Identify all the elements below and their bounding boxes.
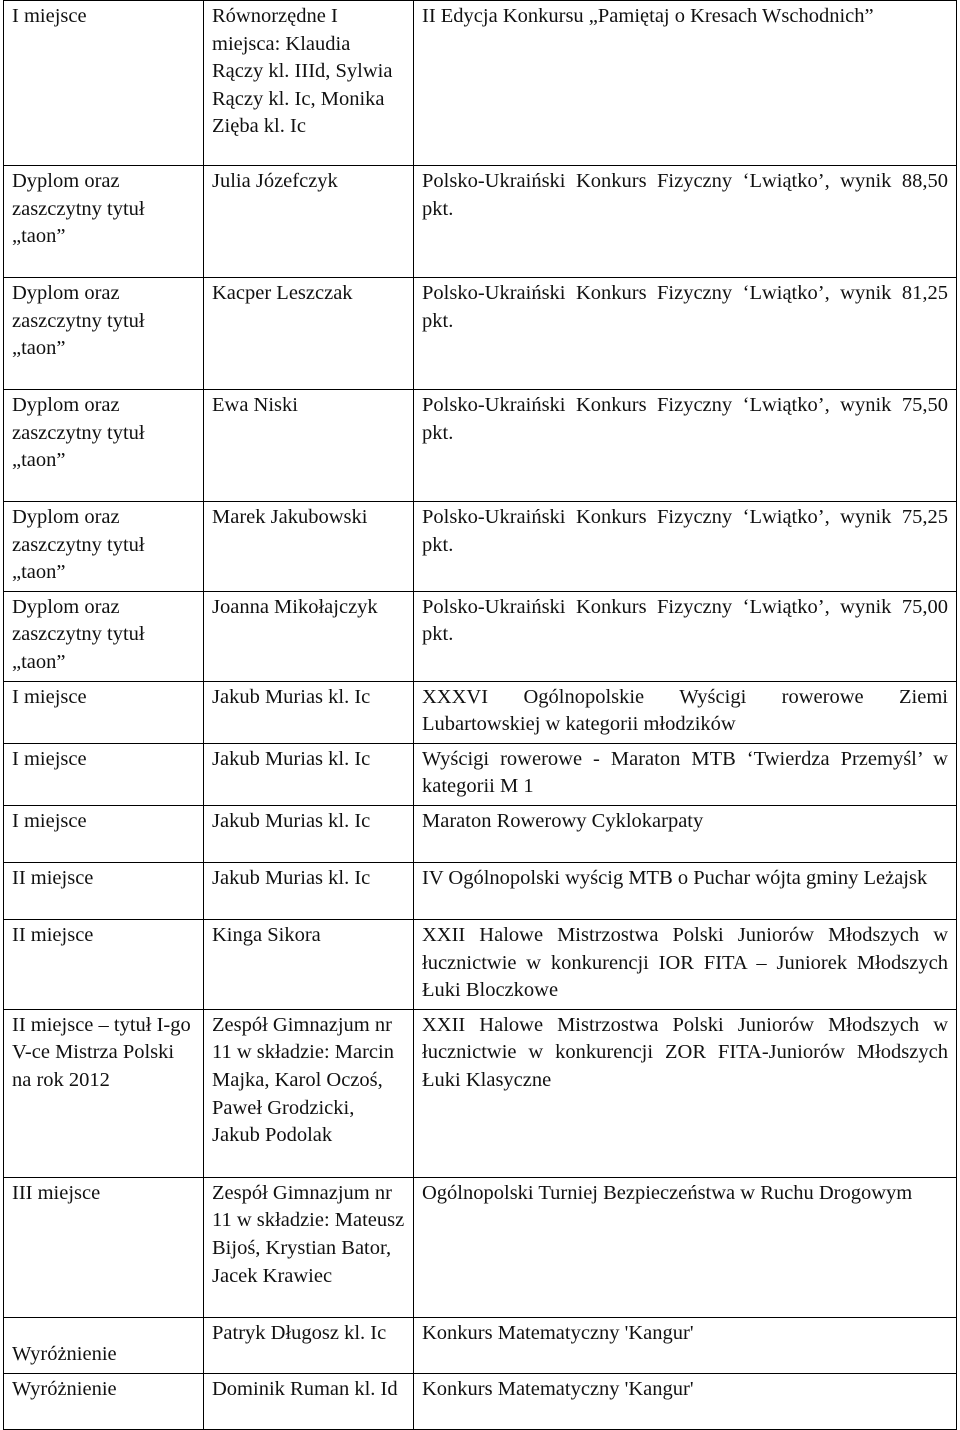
table-row — [4, 1, 957, 166]
winner-cell: Patryk Długosz kl. Ic — [204, 1317, 414, 1373]
award-cell: Dyplom oraz zaszczytny tytuł „taon” — [4, 591, 204, 681]
table-row — [4, 862, 957, 919]
award-cell: Dyplom oraz zaszczytny tytuł „taon” — [4, 166, 204, 278]
table-row — [4, 278, 957, 390]
competition-cell: Polsko-Ukraiński Konkurs Fizyczny ‘Lwiątko’, wynik 75,25 pkt. — [414, 502, 957, 592]
award-cell: I miejsce — [4, 681, 204, 743]
competition-cell: Konkurs Matematyczny 'Kangur' — [414, 1317, 957, 1373]
award-cell: II miejsce — [4, 862, 204, 919]
winner-cell: Kinga Sikora — [204, 919, 414, 1009]
competition-cell: Ogólnopolski Turniej Bezpieczeństwa w Ruchu Drogowym — [414, 1177, 957, 1317]
table-row — [4, 1373, 957, 1429]
table-row — [4, 502, 957, 592]
award-cell: Wyróżnienie — [4, 1373, 204, 1429]
winner-cell: Równorzędne I miejsca: Klaudia Rączy kl. IIId, Sylwia Rączy kl. Ic, Monika Zięba kl. Ic — [204, 1, 414, 166]
award-cell: III miejsce — [4, 1177, 204, 1317]
competition-cell: Polsko-Ukraiński Konkurs Fizyczny ‘Lwiątko’, wynik 88,50 pkt. — [414, 166, 957, 278]
winner-cell: Zespół Gimnazjum nr 11 w składzie: Marcin Majka, Karol Oczoś, Paweł Grodzicki, Jakub Podolak — [204, 1009, 414, 1177]
winner-cell: Julia Józefczyk — [204, 166, 414, 278]
award-cell: II miejsce — [4, 919, 204, 1009]
competition-cell: Polsko-Ukraiński Konkurs Fizyczny ‘Lwiątko’, wynik 75,00 pkt. — [414, 591, 957, 681]
competition-cell: Polsko-Ukraiński Konkurs Fizyczny ‘Lwiątko’, wynik 75,50 pkt. — [414, 390, 957, 502]
winner-cell: Joanna Mikołajczyk — [204, 591, 414, 681]
competition-cell: Wyścigi rowerowe - Maraton MTB ‘Twierdza Przemyśl’ w kategorii M 1 — [414, 743, 957, 805]
competition-cell: Polsko-Ukraiński Konkurs Fizyczny ‘Lwiątko’, wynik 81,25 pkt. — [414, 278, 957, 390]
award-cell: Dyplom oraz zaszczytny tytuł „taon” — [4, 390, 204, 502]
winner-cell: Jakub Murias kl. Ic — [204, 743, 414, 805]
awards-table — [3, 0, 957, 1430]
table-row — [4, 166, 957, 278]
competition-cell: Maraton Rowerowy Cyklokarpaty — [414, 805, 957, 862]
award-cell: II miejsce – tytuł I-go V-ce Mistrza Polski na rok 2012 — [4, 1009, 204, 1177]
competition-cell: Konkurs Matematyczny 'Kangur' — [414, 1373, 957, 1429]
competition-cell: XXII Halowe Mistrzostwa Polski Juniorów Młodszych w łucznictwie w konkurencji IOR FITA – Juniorek Młodszych Łuki Bloczkowe — [414, 919, 957, 1009]
competition-cell: IV Ogólnopolski wyścig MTB o Puchar wójta gminy Leżajsk — [414, 862, 957, 919]
award-cell: Wyróżnienie — [4, 1317, 204, 1373]
winner-cell: Jakub Murias kl. Ic — [204, 681, 414, 743]
table-row — [4, 681, 957, 743]
table-row — [4, 1317, 957, 1373]
winner-cell: Kacper Leszczak — [204, 278, 414, 390]
table-row — [4, 919, 957, 1009]
winner-cell: Ewa Niski — [204, 390, 414, 502]
table-row — [4, 1009, 957, 1177]
table-row — [4, 390, 957, 502]
table-row — [4, 743, 957, 805]
winner-cell: Marek Jakubowski — [204, 502, 414, 592]
competition-cell: XXXVI Ogólnopolskie Wyścigi rowerowe Ziemi Lubartowskiej w kategorii młodzików — [414, 681, 957, 743]
table-row — [4, 591, 957, 681]
winner-cell: Dominik Ruman kl. Id — [204, 1373, 414, 1429]
table-row — [4, 1177, 957, 1317]
competition-cell: II Edycja Konkursu „Pamiętaj o Kresach Wschodnich” — [414, 1, 957, 166]
competition-cell: XXII Halowe Mistrzostwa Polski Juniorów Młodszych w łucznictwie w konkurencji ZOR FITA-Juniorów Młodszych Łuki Klasyczne — [414, 1009, 957, 1177]
winner-cell: Jakub Murias kl. Ic — [204, 862, 414, 919]
winner-cell: Zespół Gimnazjum nr 11 w składzie: Mateusz Bijoś, Krystian Bator, Jacek Krawiec — [204, 1177, 414, 1317]
winner-cell: Jakub Murias kl. Ic — [204, 805, 414, 862]
award-cell: I miejsce — [4, 743, 204, 805]
award-cell: I miejsce — [4, 1, 204, 166]
award-cell: Dyplom oraz zaszczytny tytuł „taon” — [4, 502, 204, 592]
award-cell: Dyplom oraz zaszczytny tytuł „taon” — [4, 278, 204, 390]
table-row — [4, 805, 957, 862]
award-cell: I miejsce — [4, 805, 204, 862]
